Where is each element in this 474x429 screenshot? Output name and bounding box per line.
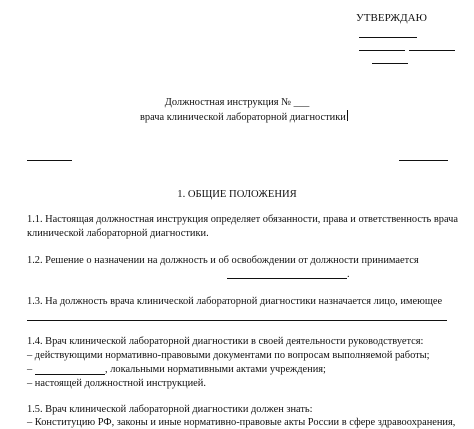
clause-1-1-line-1: 1.1. Настоящая должностная инструкция определяет обязанности, права и ответственность врача <box>27 214 458 225</box>
approval-position-line <box>359 37 417 38</box>
clause-1-4-item-2-prefix: – <box>27 364 33 375</box>
clause-1-4-item-1: – действующими нормативно-правовыми документами по вопросам выполняемой работы; <box>27 350 430 361</box>
document-subtitle[interactable] <box>140 110 348 124</box>
clause-1-5-line-1: 1.5. Врач клинической лабораторной диагностики должен знать: <box>27 404 313 415</box>
document-title: Должностная инструкция № ___ <box>164 97 310 108</box>
clause-1-4-blank-line <box>35 374 105 375</box>
clause-1-3-line-1: 1.3. На должность врача клинической лабораторной диагностики назначается лицо, имеющее <box>27 296 443 307</box>
text-cursor <box>347 110 348 121</box>
clause-1-4-item-3: – настоящей должностной инструкцией. <box>27 378 206 389</box>
clause-1-2-blank-line <box>227 278 347 279</box>
city-line <box>27 160 72 161</box>
clause-1-5-item-1: – Конституцию РФ, законы и иные нормативно-правовые акты России в сфере здравоохранения, <box>27 417 456 428</box>
clause-1-3-blank-line <box>27 320 447 321</box>
approval-name-line <box>409 50 455 51</box>
clause-1-2-line-2: . <box>347 269 350 280</box>
date-line <box>399 160 448 161</box>
clause-1-2-line-1: 1.2. Решение о назначении на должность и об освобождении от должности принимается <box>27 255 419 266</box>
approval-date-line <box>372 63 408 64</box>
clause-1-4-item-2-suffix: , локальными нормативными актами учреждения; <box>105 364 326 375</box>
approval-signature-line <box>359 50 405 51</box>
approval-title: УТВЕРЖДАЮ <box>356 12 427 24</box>
clause-1-1-line-2: клинической лабораторной диагностики. <box>27 228 209 239</box>
section-heading: 1. ОБЩИЕ ПОЛОЖЕНИЯ <box>177 189 297 200</box>
document-subtitle-text: врача клинической лабораторной диагностики <box>140 112 346 123</box>
clause-1-4-line-1: 1.4. Врач клинической лабораторной диагностики в своей деятельности руководствуется: <box>27 336 424 347</box>
